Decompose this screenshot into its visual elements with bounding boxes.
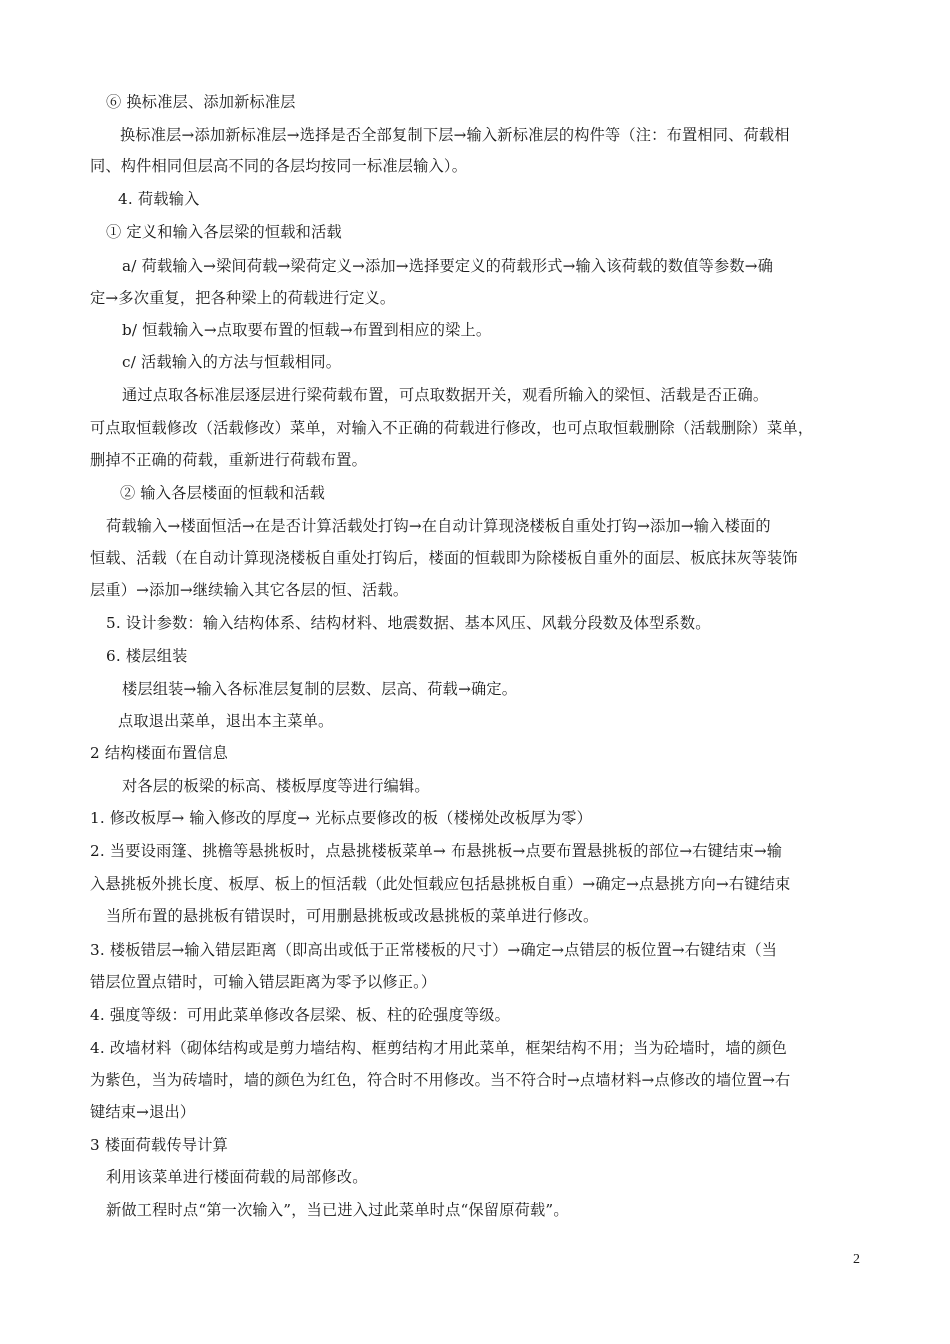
paragraph-line: 错层位置点错时，可输入错层距离为零予以修正。） (90, 973, 437, 991)
list-item: 4. 改墙材料（砌体结构或是剪力墙结构、框剪结构才用此菜单，框架结构不用；当为砼墙时，墙的颜色 (90, 1039, 787, 1057)
paragraph-line: 楼层组装→输入各标准层复制的层数、层高、荷载→确定。 (122, 680, 518, 698)
paragraph-line: c/ 活载输入的方法与恒载相同。 (122, 353, 342, 371)
paragraph-line: 点取退出菜单，退出本主菜单。 (118, 712, 334, 730)
paragraph-line: 可点取恒载修改（活载修改）菜单，对输入不正确的荷载进行修改，也可点取恒载删除（活载删除）菜单， (90, 419, 814, 437)
list-item: 1. 修改板厚→ 输入修改的厚度→ 光标点要修改的板（楼梯处改板厚为零） (90, 809, 593, 827)
paragraph-line: 恒载、活载（在自动计算现浇楼板自重处打钩后，楼面的恒载即为除楼板自重外的面层、板底抹灰等装饰 (90, 549, 798, 567)
list-item: 3. 楼板错层→输入错层距离（即高出或低于正常楼板的尺寸）→确定→点错层的板位置→右键结束（当 (90, 941, 778, 959)
paragraph-line: b/ 恒载输入→点取要布置的恒载→布置到相应的梁上。 (122, 321, 492, 339)
paragraph-line: 通过点取各标准层逐层进行梁荷载布置，可点取数据开关，观看所输入的梁恒、活载是否正确。 (122, 386, 769, 404)
paragraph-line: 层重）→添加→继续输入其它各层的恒、活载。 (90, 581, 409, 599)
paragraph-line: 新做工程时点“第一次输入”，当已进入过此菜单时点“保留原荷载”。 (106, 1201, 569, 1219)
paragraph-line: 为紫色，当为砖墙时，墙的颜色为红色，符合时不用修改。当不符合时→点墙材料→点修改的墙位置→右 (90, 1071, 791, 1089)
paragraph-line: 换标准层→添加新标准层→选择是否全部复制下层→输入新标准层的构件等（注：布置相同、荷载相 (120, 126, 790, 144)
paragraph-line: 当所布置的悬挑板有错误时，可用删悬挑板或改悬挑板的菜单进行修改。 (106, 907, 599, 925)
paragraph-line: 删掉不正确的荷载，重新进行荷载布置。 (90, 451, 367, 469)
list-item: 2. 当要设雨篷、挑檐等悬挑板时，点悬挑楼板菜单→ 布悬挑板→点要布置悬挑板的部位→右键结束→输 (90, 842, 783, 860)
page-number: 2 (853, 1252, 860, 1267)
paragraph-line: a/ 荷载输入→梁间荷载→梁荷定义→添加→选择要定义的荷载形式→输入该荷载的数值等参数→确 (122, 257, 774, 275)
heading-replace-standard-floor: ⑥ 换标准层、添加新标准层 (106, 93, 296, 111)
paragraph-line: 对各层的板梁的标高、楼板厚度等进行编辑。 (122, 777, 430, 795)
section-floor-layout-info: 2 结构楼面布置信息 (90, 744, 228, 762)
paragraph-line: 荷载输入→楼面恒活→在是否计算活载处打钩→在自动计算现浇楼板自重处打钩→添加→输入楼面的 (106, 517, 771, 535)
section-design-params: 5. 设计参数：输入结构体系、结构材料、地震数据、基本风压、风载分段数及体型系数。 (106, 614, 711, 632)
subsection-beam-loads: ① 定义和输入各层梁的恒载和活载 (106, 223, 342, 241)
subsection-floor-loads: ② 输入各层楼面的恒载和活载 (120, 484, 326, 502)
paragraph-line: 同、构件相同但层高不同的各层均按同一标准层输入）。 (90, 157, 468, 175)
paragraph-line: 定→多次重复，把各种梁上的荷载进行定义。 (90, 289, 396, 307)
section-load-transfer: 3 楼面荷载传导计算 (90, 1136, 228, 1154)
paragraph-line: 利用该菜单进行楼面荷载的局部修改。 (106, 1168, 368, 1186)
section-floor-assembly: 6. 楼层组装 (106, 647, 188, 665)
paragraph-line: 入悬挑板外挑长度、板厚、板上的恒活载（此处恒载应包括悬挑板自重）→确定→点悬挑方向→右键结束 (90, 875, 791, 893)
section-load-input: 4. 荷载输入 (118, 190, 200, 208)
list-item: 4. 强度等级：可用此菜单修改各层梁、板、柱的砼强度等级。 (90, 1006, 510, 1024)
paragraph-line: 键结束→退出） (90, 1103, 196, 1121)
